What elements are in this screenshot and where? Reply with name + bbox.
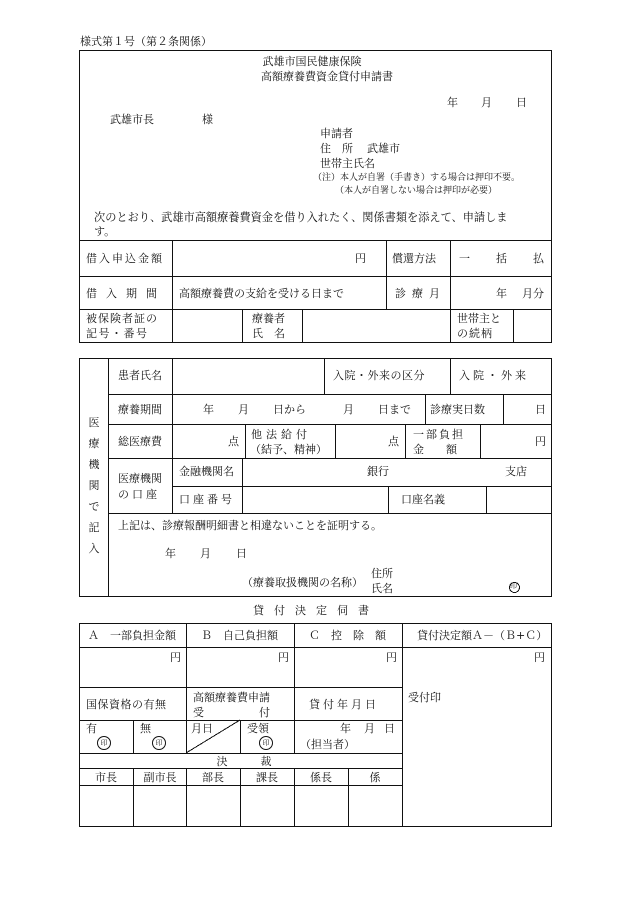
date-year: 年	[447, 96, 458, 109]
role-staff: 係	[369, 771, 381, 784]
patient-label-2: 氏 名	[252, 327, 285, 340]
statement-line-1: 次のとおり、武雄市高額療養費資金を借り入れたく、関係書類を添えて、申請しま	[94, 211, 508, 224]
med-month-2: 月	[343, 403, 354, 416]
col-c-yen: 円	[386, 651, 397, 664]
med-to: 日まで	[378, 403, 411, 416]
repay-char-1: 一	[459, 252, 470, 265]
relation-label-1: 世帯主と	[457, 312, 501, 325]
form-number: 様式第１号（第２条関係）	[80, 35, 212, 48]
role-subsection-chief: 係長	[310, 771, 332, 784]
receipt-seal-label: 受付印	[408, 691, 441, 704]
staff-label: （担当者）	[300, 738, 355, 751]
date-day: 日	[516, 96, 527, 109]
account-label-2: の口座	[118, 488, 160, 501]
acct-name-label: 口座名義	[401, 493, 445, 506]
repay-label: 償還方法	[392, 252, 436, 265]
other-law-label-2: （結予、精神）	[250, 443, 327, 456]
col-a-header: Ａ 一部負担金額	[88, 629, 176, 642]
role-director: 部長	[202, 771, 224, 784]
loan-day: 日	[384, 722, 395, 735]
address-label: 住 所	[320, 142, 353, 155]
med-period-label: 療養期間	[118, 403, 162, 416]
role-deputy-mayor: 副市長	[143, 771, 177, 784]
med-month: 月	[238, 403, 249, 416]
col-c-header: Ｃ 控 除 額	[309, 629, 386, 642]
inout-label: 入院・外来の区分	[333, 369, 425, 382]
loan-date-label: 貸付年月日	[309, 698, 379, 711]
total-label: 総医療費	[118, 435, 162, 448]
yes-seal-icon: 印	[97, 736, 111, 750]
date-month: 月	[481, 96, 492, 109]
address-city: 武雄市	[367, 142, 400, 155]
other-law-label-1: 他法給付	[251, 428, 311, 441]
certify-text: 上記は、診療報酬明細書と相違ないことを証明する。	[118, 519, 382, 532]
no-seal-icon: 印	[152, 736, 166, 750]
decision-title: 貸付決定伺書	[253, 604, 379, 617]
note-line-1: （注）本人が自署（手書き）する場合は押印不要。	[313, 173, 521, 183]
yes-label: 有	[86, 722, 97, 735]
received-label: 受領	[247, 722, 269, 735]
days-label: 診療実日数	[430, 403, 485, 416]
householder-label: 世帯主氏名	[320, 157, 375, 170]
amount-yen: 円	[355, 252, 366, 265]
no-label: 無	[140, 722, 151, 735]
account-label-1: 医療機関	[118, 472, 162, 485]
app-label-1: 高額療養費申請	[193, 691, 270, 704]
treat-year: 年	[496, 287, 507, 300]
total-point: 点	[228, 435, 239, 448]
amount-label: 借入申込金額	[86, 252, 164, 265]
copay-label-1: 一部負担	[413, 428, 465, 441]
treat-month-label: 診療月	[395, 287, 446, 300]
month-day-label: 月日	[191, 722, 213, 735]
period-label: 借入期間	[86, 287, 166, 300]
treat-month-part: 月分	[522, 287, 544, 300]
relation-label-2: の続柄	[457, 327, 493, 340]
med-from: 日から	[273, 403, 306, 416]
loan-year: 年	[340, 722, 351, 735]
ins-no-label-1: 被保険者証の	[86, 312, 158, 325]
cert-month: 月	[200, 547, 211, 560]
inout-value: 入院・外来	[459, 369, 529, 382]
note-line-2: （本人が自署しない場合は押印が必要）	[335, 186, 498, 196]
repay-char-2: 括	[496, 252, 507, 265]
institution-label: （療養取扱機関の名称）	[242, 576, 363, 589]
patient-label-1: 療養者	[252, 312, 285, 325]
role-mayor: 市長	[95, 771, 117, 784]
patient-name-label: 患者氏名	[118, 369, 162, 382]
insurance-name: 武雄市国民健康保険	[262, 55, 362, 68]
col-b-yen: 円	[278, 651, 289, 664]
acct-no-label: 口座番号	[179, 493, 235, 506]
seal-icon: 印	[510, 582, 517, 590]
ins-no-label-2: 記号・番号	[86, 327, 149, 340]
qual-label: 国保資格の有無	[86, 698, 167, 711]
bank-unit: 銀行	[367, 465, 389, 478]
period-value: 高額療養費の支給を受ける日まで	[179, 287, 344, 300]
repay-char-3: 払	[533, 252, 544, 265]
col-a-yen: 円	[170, 651, 181, 664]
days-unit: 日	[535, 403, 546, 416]
inst-address-label: 住所	[371, 567, 393, 580]
form-title: 高額療養費資金貸付申請書	[261, 70, 393, 83]
inst-name-label: 氏名	[371, 582, 393, 595]
cert-day: 日	[236, 547, 247, 560]
received-seal-icon: 印	[259, 736, 273, 750]
honorific: 様	[202, 113, 213, 126]
approval-label: 決 裁	[216, 755, 272, 768]
medical-vertical-label: 医療機関で記入	[88, 416, 100, 555]
statement-line-2: す。	[94, 225, 116, 238]
col-d-yen: 円	[534, 651, 545, 664]
mayor-label: 武雄市長	[110, 113, 154, 126]
med-year: 年	[203, 403, 214, 416]
cert-year: 年	[165, 547, 176, 560]
app-label-2: 受 付	[193, 706, 270, 719]
col-d-header: 貸付決定額Ａ－（Ｂ+Ｃ）	[417, 629, 548, 642]
bank-name-label: 金融機関名	[179, 465, 234, 478]
loan-month: 月	[364, 722, 375, 735]
copay-yen: 円	[535, 435, 546, 448]
role-section-chief: 課長	[256, 771, 278, 784]
other-law-point: 点	[388, 435, 399, 448]
copay-label-2: 金 額	[413, 443, 457, 456]
col-b-header: Ｂ 自己負担額	[201, 629, 278, 642]
branch-unit: 支店	[505, 465, 527, 478]
applicant-label: 申請者	[320, 127, 353, 140]
